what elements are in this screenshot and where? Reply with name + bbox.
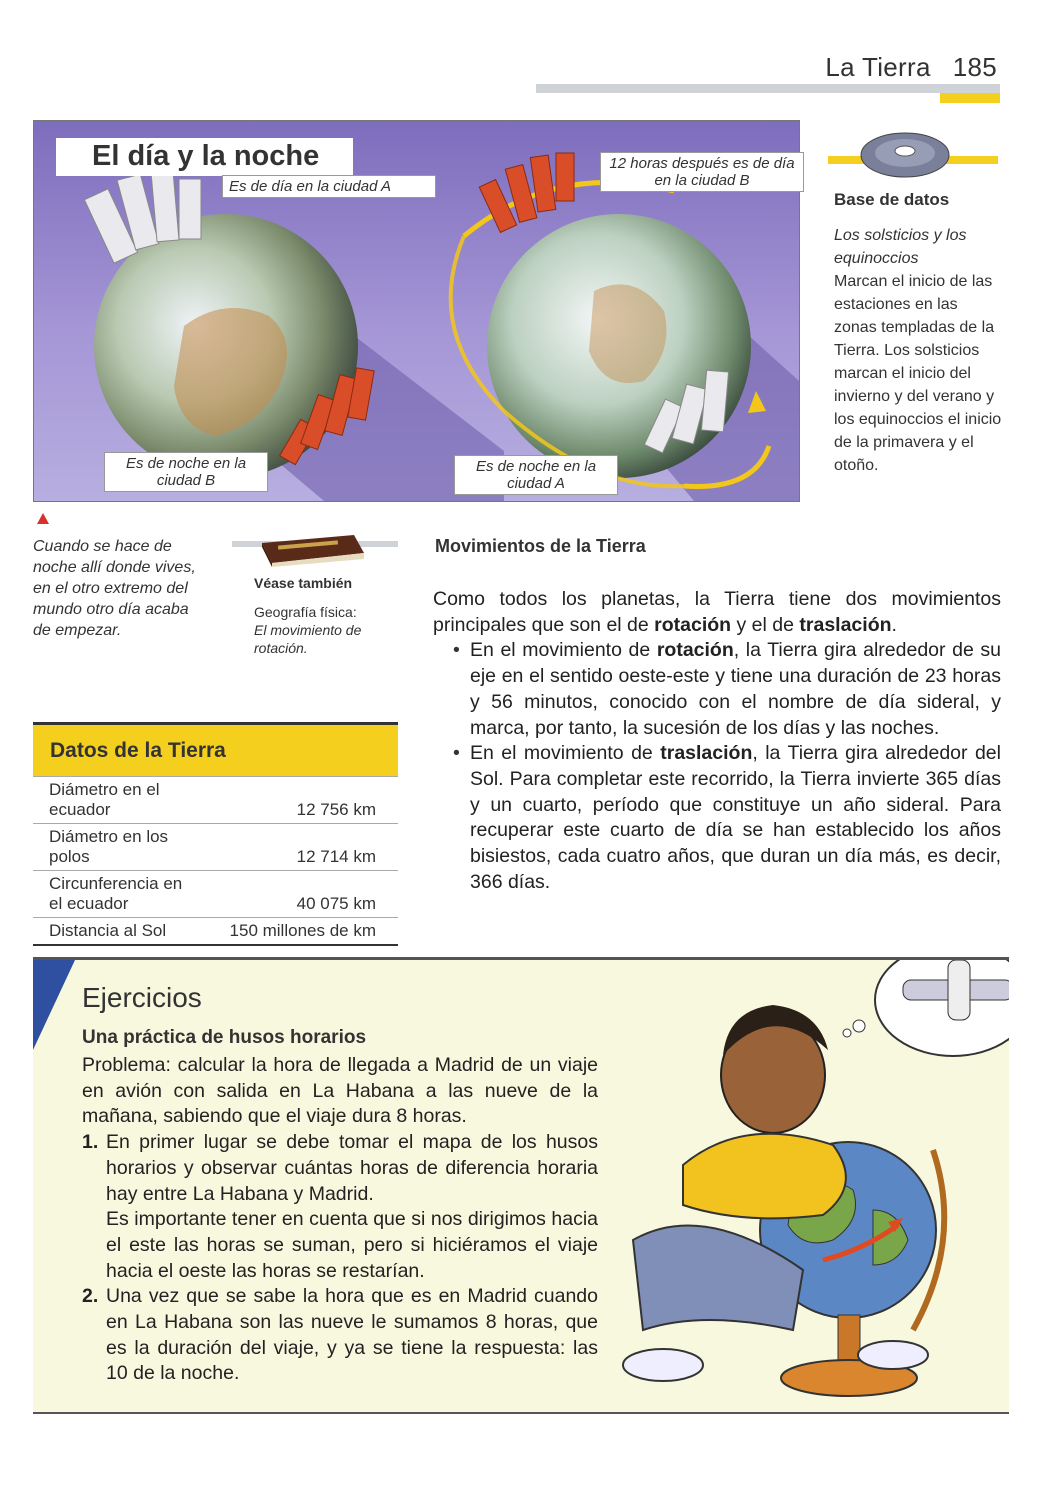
sidebar-heading: Base de datos <box>834 190 950 209</box>
illustration-title: El día y la noche <box>56 138 353 176</box>
sidebar-italic: Los solsticios y los equinoccios <box>834 227 967 267</box>
sidebar-text <box>834 224 1004 477</box>
table-row: Circunferencia en el ecuador 40 075 km <box>33 871 398 918</box>
list-item: • En el movimiento de rotación, la Tierra gira alrededor de su eje en el sentido oeste-este y tiene una duración de 23 horas y 56 minutos, conocido con el nombre de día sideral, y marca, por tanto, la sucesión de los días y las noches. <box>433 638 1001 741</box>
movimientos-heading: Movimientos de la Tierra <box>435 536 646 556</box>
exercises-heading: Ejercicios <box>82 982 202 1013</box>
cd-rom-icon <box>860 125 950 185</box>
step-number: 1. <box>82 1131 99 1154</box>
earth-data-heading: Datos de la Tierra <box>33 725 398 776</box>
corner-triangle-icon <box>33 960 75 1050</box>
exercise-problem: Problema: calcular la hora de llegada a Madrid de un viaje en avión con salida en La Habana a las nueve de la mañana, sabiendo que el viaje dura 8 horas. <box>82 1054 598 1128</box>
movimientos-text <box>433 587 1001 895</box>
caption-night-city-a: Es de noche en la ciudad A <box>454 455 618 495</box>
step-number: 2. <box>82 1285 99 1308</box>
earth-data-table <box>33 722 398 946</box>
caption-12h-later: 12 horas después es de día en la ciudad B <box>600 152 804 192</box>
chapter-title: La Tierra <box>825 52 931 82</box>
movimientos-intro: Como todos los planetas, la Tierra tiene dos movimientos principales que son el de rotación y el de traslación. <box>433 588 1001 636</box>
vease-text <box>254 603 394 657</box>
page-number: 185 <box>952 52 997 82</box>
vease-line2: El movimiento de rotación. <box>254 622 362 656</box>
table-row: Diámetro en el ecuador 12 756 km <box>33 777 398 824</box>
city-buildings-night-right-icon <box>479 153 574 232</box>
earth-data-rows <box>33 776 398 944</box>
exercise-step: 2. Una vez que se sabe la hora que es en Madrid cuando en La Habana son las nueve le sumamos 8 horas, que es la duración del viaje, y ya se tiene la respuesta: las 10 de la noche. <box>82 1285 598 1385</box>
header-rule <box>536 84 1000 93</box>
caption-night-city-b: Es de noche en la ciudad B <box>104 452 268 492</box>
vease-line1: Geografía física: <box>254 604 357 620</box>
thought-bubble-icon <box>875 960 1009 1056</box>
exercises-subheading: Una práctica de husos horarios <box>82 1027 367 1048</box>
page-header <box>825 52 997 83</box>
illustration-note: Cuando se hace de noche allí donde vives, en el otro extremo del mundo otro día acaba de empezar. <box>33 538 196 639</box>
exercises-text <box>82 1053 598 1387</box>
exercise-step: 1. En primer lugar se debe tomar el mapa de los husos horarios y observar cuántas horas de diferencia horaria hay entre La Habana y Madrid. Es importante tener en cuenta que si nos dirigimos hacia el este las horas se suman, pero si hiciéramos el viaje hacia el oeste las horas se restarían. <box>82 1131 598 1282</box>
header-accent <box>940 93 1000 103</box>
table-row: Diámetro en los polos 12 714 km <box>33 824 398 871</box>
table-row: Distancia al Sol 150 millones de km <box>33 918 398 945</box>
sidebar-body: Marcan el inicio de las estaciones en las zonas templadas de la Tierra. Los solsticios marcan el inicio del invierno y del verano y los equinoccios el inicio de la primavera y el otoño. <box>834 273 1002 474</box>
triangle-marker-icon <box>37 513 49 524</box>
vease-heading: Véase también <box>254 575 353 591</box>
movimientos-list <box>433 638 1001 895</box>
book-icon <box>258 531 368 567</box>
caption-day-city-a: Es de día en la ciudad A <box>222 175 436 198</box>
list-item: • En el movimiento de traslación, la Tierra gira alrededor del Sol. Para completar este recorrido, la Tierra invierte 365 días y un cuarto, período que constituye un año sideral. Para recuperar este cuarto de día se han establecido los años bisiestos, cada cuatro años, que duran un día más, es decir, 366 días. <box>433 741 1001 895</box>
